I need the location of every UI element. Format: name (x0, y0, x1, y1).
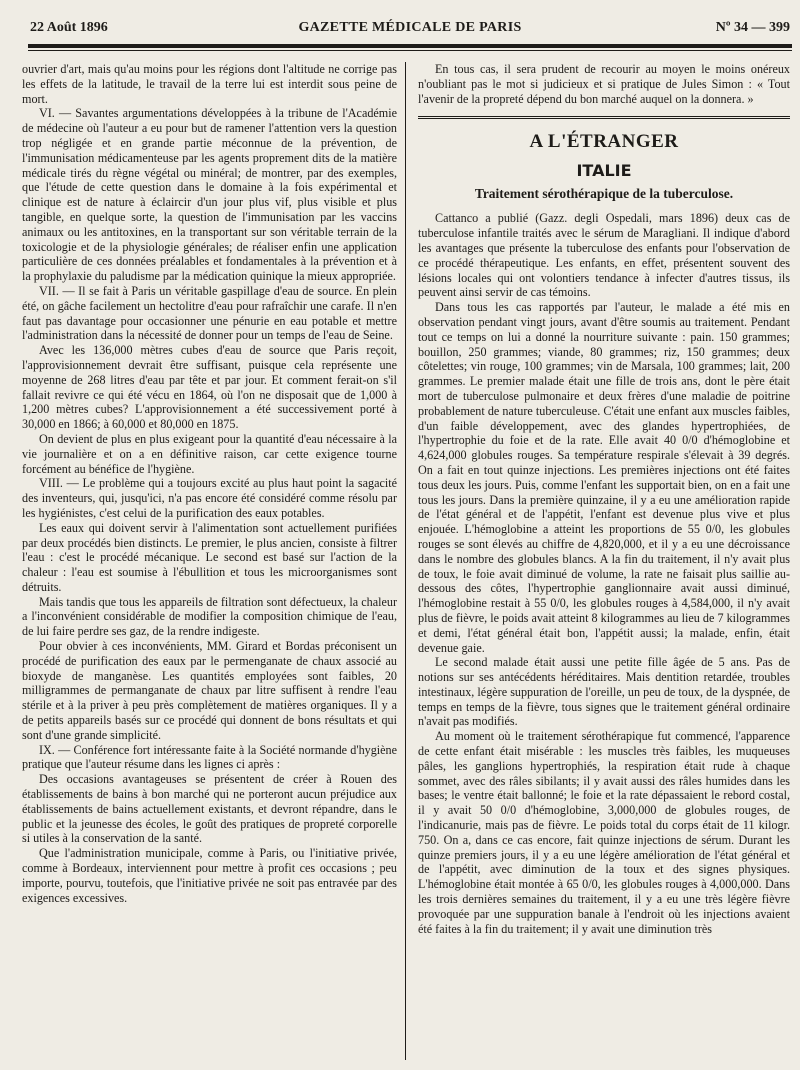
article-title: Traitement sérothérapique de la tuberculose. (474, 186, 734, 202)
paragraph: Mais tandis que tous les appareils de filtration sont défectueux, la chaleur a l'inconvénient considérable de modifier la composition chimique de l'eau, de lui faire perdre ses gaz, de la rendre indigeste. (22, 594, 397, 639)
left-column (22, 62, 397, 1060)
right-column (418, 62, 790, 1060)
paragraph: IX. — Conférence fort intéressante faite à la Société normande d'hygiène pratique que l'auteur résume dans les lignes ci après : (22, 742, 397, 772)
header-rule (28, 44, 792, 48)
issue-date: 22 Août 1896 (30, 20, 108, 35)
header-rule-thin (28, 50, 792, 51)
paragraph: Le second malade était aussi une petite fille âgée de 5 ans. Pas de notions sur ses antécédents héréditaires. Mais dentition retardée, troubles intestinaux, légère suppuration de l'oreille, un peu de toux, de la dyspnée, de temps en temps de la fièvre, tous signes que le traitement général ordinaire n'avait pas modifiés. (418, 655, 790, 729)
paragraph: Au moment où le traitement sérothérapique fut commencé, l'apparence de cette enfant était misérable : les muscles très faibles, les muqueuses pâles, les ganglions hypertrophiés, la respiration était rude à chaque sommet, avec des râles sibilants; il y avait aussi des râles humides dans les bases; le ventre était ballonné; le foie et la rate dépassaient le rebord costal, il y avait 50 0/0 d'hémoglobine, 3,000,000 de globules rouges, de l'indicanurie, mais pas de fièvre. Le poids total du corps était de 11 kilogr. 750. On a, dans ce cas encore, fait quinze injections de sérum. Durant les quinze premiers jours, il y a eu une légère amélioration de l'état général et de l'appétit, avec diminution de la toux et des signes physiques. L'hémoglobine était montée à 65 0/0, les globules rouges à 4,000,000. Dans les trois dernières semaines du traitement, il y a eu une très légère fièvre provoquée par une suppuration banale à l'endroit où les injections avaient été faites à la fin du traitement; il y avait une diminution très (418, 729, 790, 936)
paragraph: Cattanco a publié (Gazz. degli Ospedali, mars 1896) deux cas de tuberculose infantile traités avec le sérum de Maragliani. Il indique d'abord les avantages que présente la tuberculose des enfants pour l'observation de ce procédé thérapeutique. Les enfants, en effet, présentent souvent des lésions locales qui ont volontiers tendance à infecter d'autres tissus, ils peuvent ainsi servir de cas témoins. (418, 211, 790, 300)
paragraph: Les eaux qui doivent servir à l'alimentation sont actuellement purifiées par deux procédés bien distincts. Le premier, le plus ancien, consiste à filtrer l'eau : c'est le procédé mécanique. Le second est basé sur l'action de la chaleur : l'eau est soumise à l'ébullition et tous les microorganismes sont détruits. (22, 520, 397, 594)
page-number: Nº 34 — 399 (715, 20, 790, 35)
paragraph: Dans tous les cas rapportés par l'auteur, le malade a été mis en observation pendant vingt jours, avant d'être soumis au traitement. Pendant tout ce temps on lui a donné la nourriture suivante : pain. 150 grammes; bouillon, 250 grammes; viande, 80 grammes; riz, 150 grammes; deux côtelettes; vin rouge, 100 grammes; vin de Marsala, 100 grammes; lait, 200 grammes. Le premier malade était une fille de trois ans, dont le père était mort de tuberculose pulmonaire et deux frères d'une maladie de poitrine probablement de nature tuberculeuse. C'était une enfant aux muscles faibles, d'un faible développement, avec des glandes hypertrophiées, de l'hypertrophie du foie et de la rate. Elle avait 40 0/0 d'hémoglobine et 4,624,000 globules rouges. Sa température respirale s'élevait à 39 degrés. On a fait en tout quinze injections. Les premières injections ont été faites tous deux les jours. Puis, comme l'enfant les supportait bien, on en a fait une tous les jours. Dans la première quinzaine, il y a eu une amélioration rapide de l'état général et de l'appétit, l'enfant est devenue plus vive et plus enjouée. L'hémoglobine a atteint les proportions de 55 0/0, les globules rouges se sont élevés au chiffre de 4,820,000, et il y a eu une décroissance dans le nombre des globules blancs. A la fin du traitement, il n'y avait plus de toux, le foie avait diminué de volume, la rate ne faisait plus saillie au-dessous des côtes, l'hypertrophie ganglionnaire avait aussi diminué, l'hémoglobine restait à 55 0/0, les globules rouges à 4,584,000, il n'y avait plus de fièvre, le poids avait atteint 8 kilogrammes au lieu de 7 kilogrammes et demi, l'état général était bon, l'appétit aussi; la malade, enfin, était devenue gaie. (418, 300, 790, 655)
column-divider (405, 62, 406, 1060)
paragraph: Pour obvier à ces inconvénients, MM. Girard et Bordas préconisent un procédé de purification des eaux par le permenganate de chaux associé au bioxyde de manganèse. Les quantités employées sont faibles, 20 milligrammes de permanganate de chaux par litre suffisent à rendre l'eau stérile et à la priver à peu près complètement de matières organiques. Il y a de petits appareils basés sur ce procédé qui donnent de bons résultats et qui sont d'une grande simplicité. (22, 639, 397, 742)
paragraph: VI. — Savantes argumentations développées à la tribune de l'Académie de médecine où l'auteur a eu pour but de ramener l'attention vers la question trop négligée et en grande partie méconnue de la prévention, de l'immunisation médicamenteuse par les agents proprement dits de la matière médicale tirés du règne végétal ou minéral; de montrer, par des exemples, que l'étude de cette question dans le domaine à la fois expérimental et clinique est de nature à éclaircir d'un jour plus vif, plus visible et plus tangible, en quelque sorte, la question de l'immunisation par les vaccins animaux ou les antitoxines, en la transportant sur son véritable terrain de la toxicologie et de la physiologie générales; de réaliser enfin une application particulière de ces données préalables et fondamentales à la prévention et à la prophylaxie du paludisme par la médication quinique la mieux appropriée. (22, 106, 397, 284)
paragraph: ouvrier d'art, mais qu'au moins pour les régions dont l'altitude ne corrige pas les effets de la latitude, le travail de la terre lui est interdit sous peine de mort. (22, 62, 397, 106)
section-rule (418, 116, 790, 119)
paragraph: En tous cas, il sera prudent de recourir au moyen le moins onéreux n'oubliant pas le mot si judicieux et si pratique de Jules Simon : « Tout l'avenir de la propreté dépend du bon marché auquel on la donnera. » (418, 62, 790, 106)
section-title: A L'ÉTRANGER (529, 131, 679, 153)
paragraph: VII. — Il se fait à Paris un véritable gaspillage d'eau de source. En plein été, on gâche facilement un hectolitre d'eau pour rafraîchir une carafe. Il n'en faut pas davantage pour occasionner une pénurie en eau potable et mettre l'administration dans la nécessité de donner pour un temps de l'eau de Seine. (22, 283, 397, 343)
journal-title: GAZETTE MÉDICALE DE PARIS (298, 20, 522, 35)
country-heading: ITALIE (576, 161, 632, 181)
page-header (30, 18, 790, 40)
paragraph: On devient de plus en plus exigeant pour la quantité d'eau nécessaire à la vie journalière et on a en définitive raison, car cette exigence tourne forcément au bénéfice de l'hygiène. (22, 431, 397, 476)
paragraph: VIII. — Le problème qui a toujours excité au plus haut point la sagacité des inventeurs, qui, jusqu'ici, n'a pas encore été considéré comme résolu par les hygiénistes, c'est celui de la purification des eaux potables. (22, 476, 397, 520)
paragraph: Des occasions avantageuses se présentent de créer à Rouen des établissements de bains à bon marché qui ne porteront aucun préjudice aux établissements de bains actuellement existants, et devront répandre, dans le public et la jeunesse des écoles, le goût des pratiques de propreté corporelle si utiles à la conservation de la santé. (22, 772, 397, 846)
paragraph: Avec les 136,000 mètres cubes d'eau de source que Paris reçoit, l'approvisionnement devrait être suffisant, puisque cela représente une moyenne de 268 litres d'eau par tête et par jour. Et comment ferait-on s'il fallait revivre ce qui été vécu en 1864, où l'on ne disposait que de 1,000 à 1,200 mètres cubes? L'approvisionnement a été successivement porté à 30,000 en 1866; à 60,000 et 80,000 en 1875. (22, 343, 397, 432)
paragraph: Que l'administration municipale, comme à Paris, ou l'initiative privée, comme à Bordeaux, interviennent pour mettre à profit ces occasions ; peu importe, pourvu, toutefois, que l'initiative privée ne soit pas entravée par des exigences excessives. (22, 846, 397, 905)
